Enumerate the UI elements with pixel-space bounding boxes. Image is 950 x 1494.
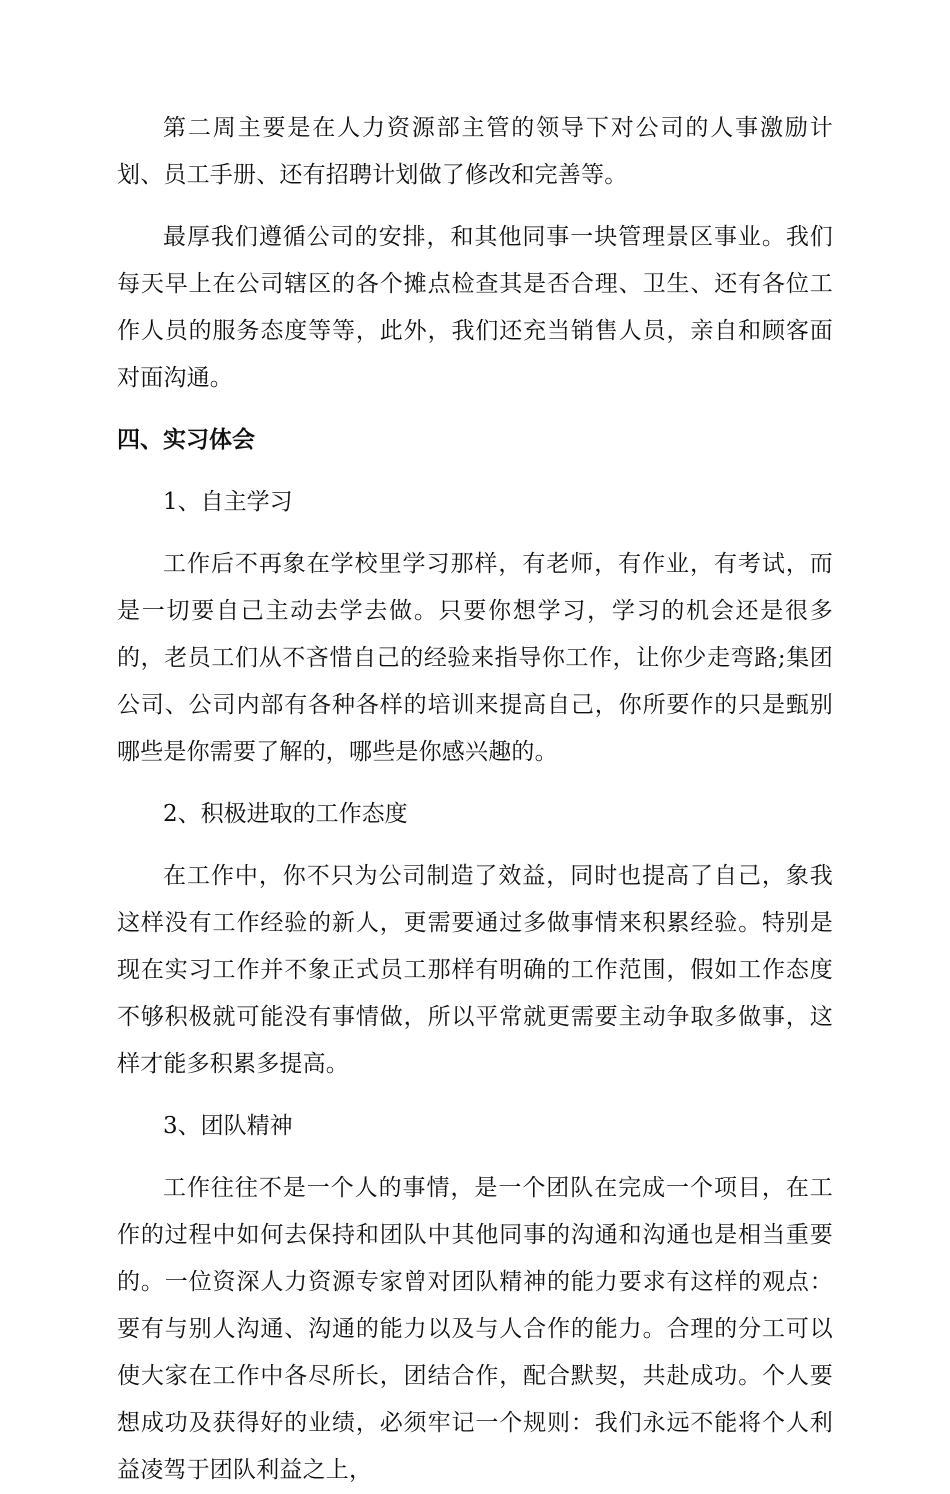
- paragraph-work-attitude: 在工作中，你不只为公司制造了效益，同时也提高了自己，象我这样没有工作经验的新人，更需要通过多做事情来积累经验。特别是现在实习工作并不象正式员工那样有明确的工作范围，假如工作态度不够积极就可能没有事情做，所以平常就更需要主动争取多做事，这样才能多积累多提高。: [117, 863, 833, 1077]
- spacer: [117, 1150, 833, 1165]
- subheading-work-attitude: 2、积极进取的工作态度: [163, 801, 408, 827]
- spacer: [117, 838, 833, 853]
- paragraph-self-learning: 工作后不再象在学校里学习那样，有老师，有作业，有考试，而是一切要自己主动去学去做。只要你想学习，学习的机会还是很多的，老员工们从不吝惜自己的经验来指导你工作，让你少走弯路;集团公司、公司内部有各种各样的培训来提高自己，你所要作的只是甄别哪些是你需要了解的，哪些是你感兴趣的。: [117, 551, 833, 765]
- spacer: [117, 402, 833, 417]
- spacer: [117, 199, 833, 214]
- spacer: [117, 464, 833, 479]
- paragraph-scenic-area: 最厚我们遵循公司的安排，和其他同事一块管理景区事业。我们每天早上在公司辖区的各个摊点检查其是否合理、卫生、还有各位工作人员的服务态度等等，此外，我们还充当销售人员，亲自和顾客面对面沟通。: [117, 224, 833, 391]
- subheading-team-spirit: 3、团队精神: [163, 1113, 293, 1139]
- document-page: [117, 105, 833, 1494]
- paragraph-week-two: 第二周主要是在人力资源部主管的领导下对公司的人事激励计划、员工手册、还有招聘计划做了修改和完善等。: [117, 115, 833, 188]
- subheading-self-learning: 1、自主学习: [163, 489, 293, 515]
- paragraph-team-spirit: 工作往往不是一个人的事情，是一个团队在完成一个项目，在工作的过程中如何去保持和团队中其他同事的沟通和沟通也是相当重要的。一位资深人力资源专家曾对团队精神的能力要求有这样的观点：要有与别人沟通、沟通的能力以及与人合作的能力。合理的分工可以使大家在工作中各尽所长，团结合作，配合默契，共赴成功。个人要想成功及获得好的业绩，必须牢记一个规则：我们永远不能将个人利益凌驾于团队利益之上，: [117, 1175, 833, 1483]
- section-heading-internship-experience: 四、实习体会: [117, 427, 255, 453]
- spacer: [117, 526, 833, 541]
- spacer: [117, 1088, 833, 1103]
- spacer: [117, 776, 833, 791]
